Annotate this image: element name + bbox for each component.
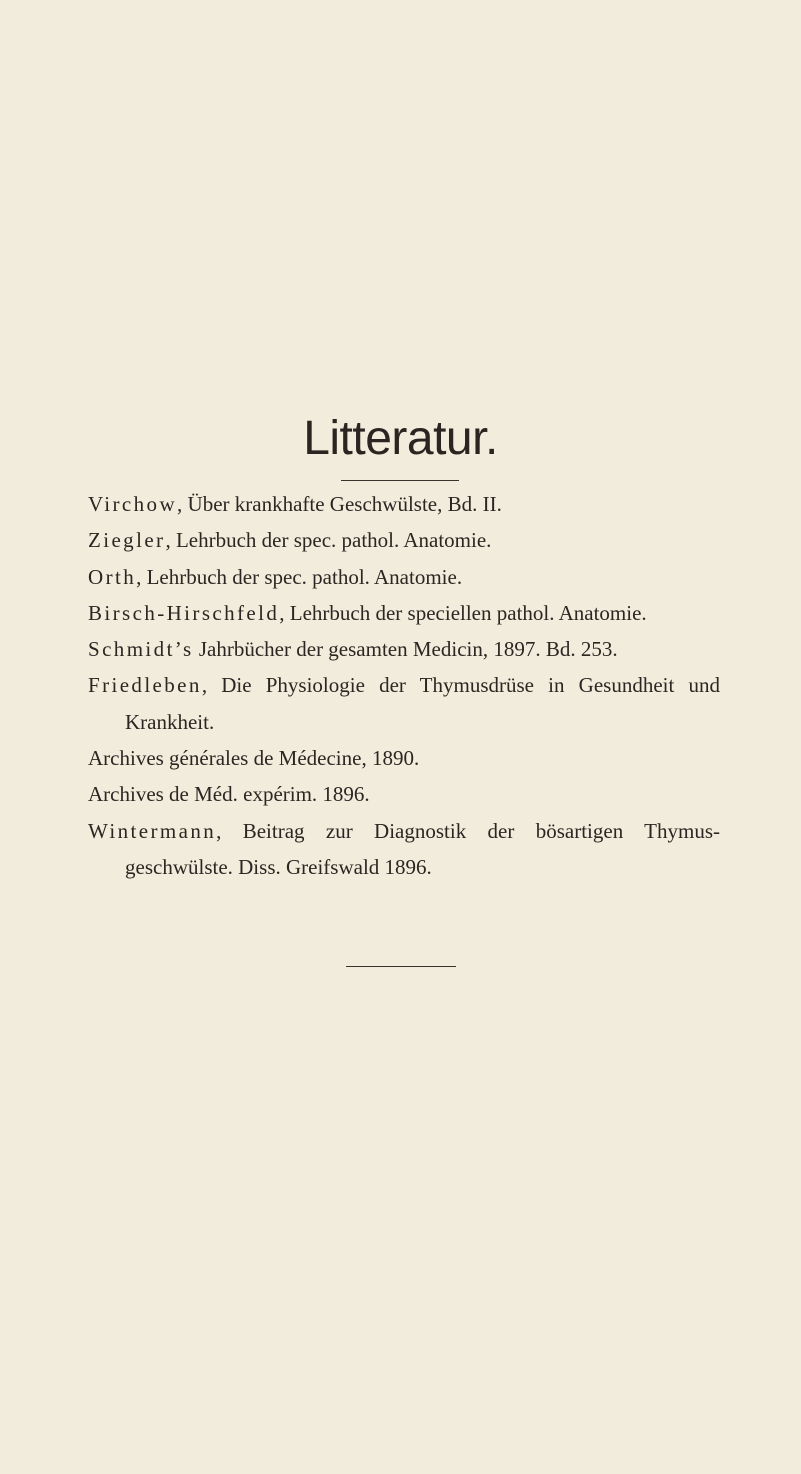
reference-text: , Beitrag zur Diagnostik der bösartigen Thymus-geschwülste. Diss. Greifswald 1896. [125, 818, 720, 879]
reference-author: Orth [88, 564, 137, 589]
reference-item [88, 631, 720, 667]
reference-author: Friedleben [88, 673, 202, 698]
title-divider [341, 480, 459, 481]
reference-list [88, 486, 720, 885]
reference-author: Schmidt’s [88, 637, 194, 662]
reference-author: Wintermann [88, 818, 217, 843]
reference-text: Jahrbücher der gesamten Medicin, 1897. Bd. 253. [193, 637, 618, 662]
reference-text: Archives générales de Médecine, 1890. [88, 746, 420, 771]
end-divider [346, 966, 456, 967]
reference-text: , Lehrbuch der speciellen pathol. Anatomie. [279, 600, 647, 625]
reference-text: , Über krankhafte Geschwülste, Bd. II. [177, 492, 502, 516]
reference-item [88, 776, 720, 812]
reference-text: , Lehrbuch der spec. pathol. Anatomie. [136, 564, 463, 589]
reference-text: , Die Physiologie der Thymusdrüse in Gesundheit und Krankheit. [125, 673, 720, 734]
reference-item [88, 667, 720, 740]
reference-author: Virchow [88, 492, 178, 516]
reference-item [88, 559, 720, 595]
reference-item [88, 486, 720, 522]
reference-text: Archives de Méd. expérim. 1896. [88, 782, 370, 807]
reference-author: Birsch-Hirschfeld [88, 600, 280, 625]
reference-item [88, 522, 720, 558]
reference-author: Ziegler [88, 528, 166, 553]
page-title: Litteratur. [303, 412, 498, 465]
reference-item [88, 595, 720, 631]
reference-text: , Lehrbuch der spec. pathol. Anatomie. [165, 528, 492, 553]
reference-item [88, 740, 720, 776]
reference-item [88, 813, 720, 886]
